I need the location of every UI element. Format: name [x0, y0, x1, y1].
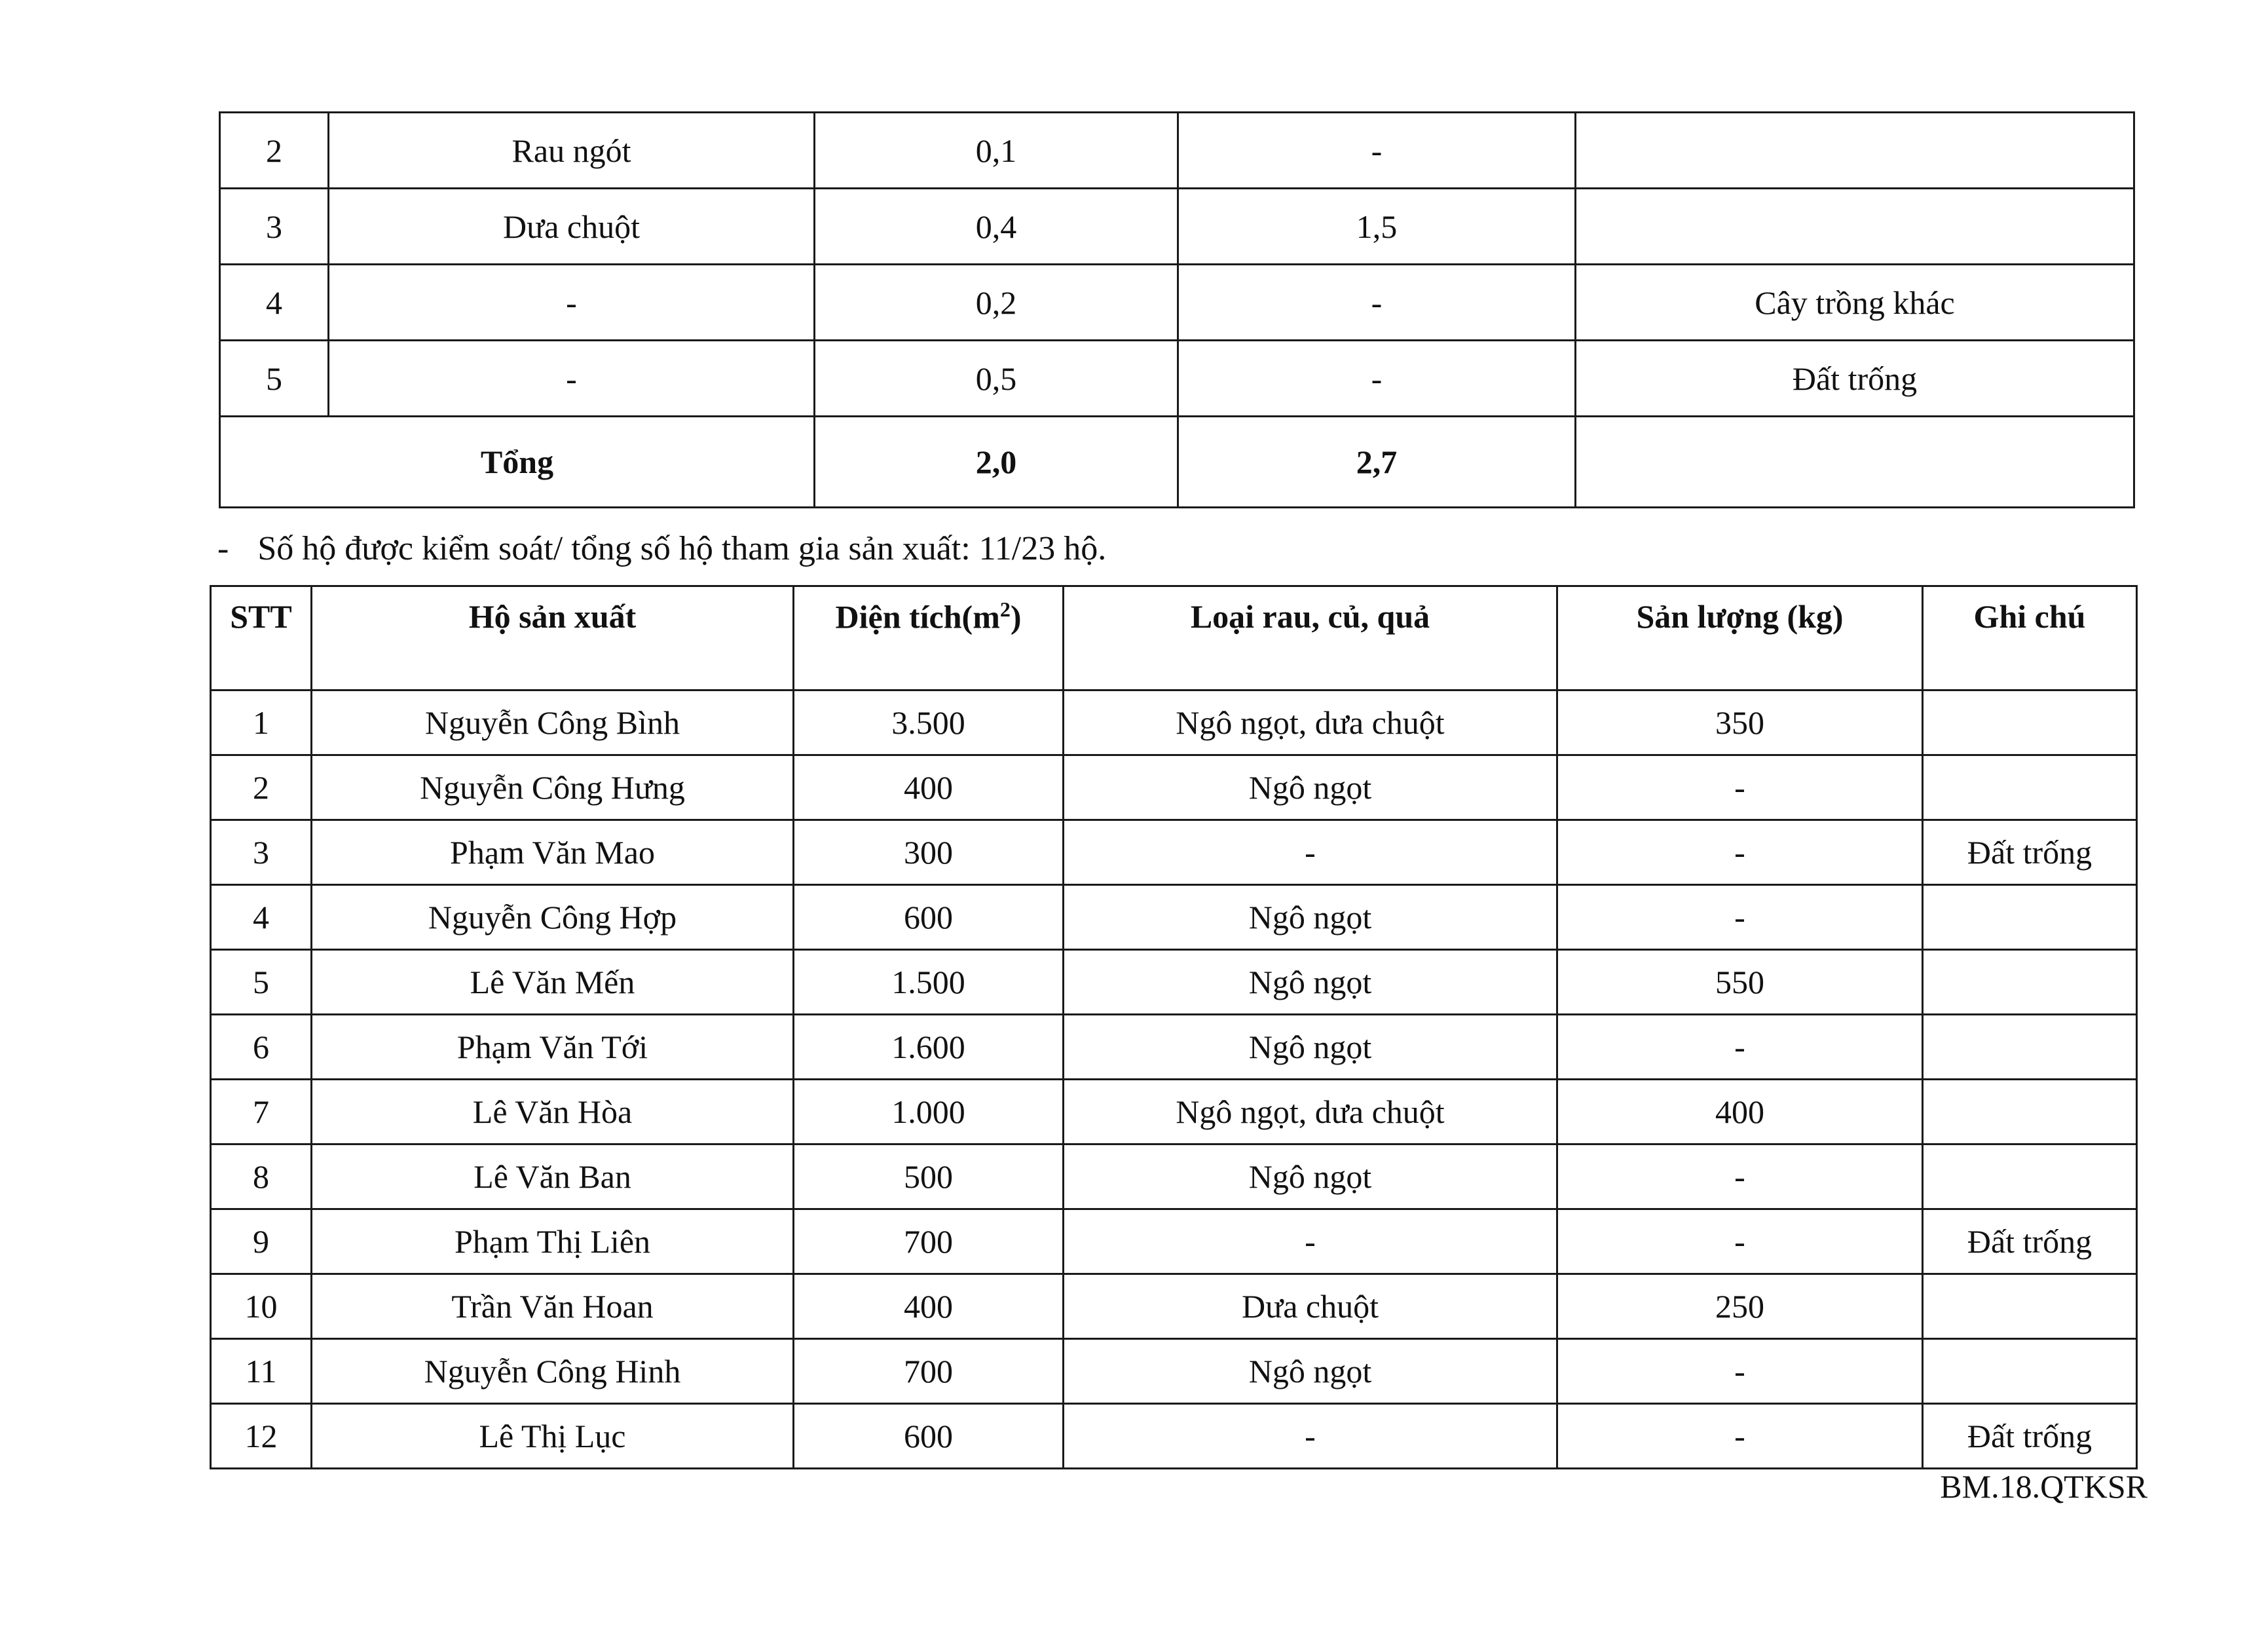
table-row	[211, 950, 2137, 1015]
cell-stt: 2	[220, 113, 329, 189]
cell-crop: Ngô ngọt	[1064, 1144, 1557, 1209]
total-area: 2,0	[815, 417, 1178, 508]
cell-output: -	[1178, 265, 1576, 341]
cell-household: Nguyễn Công Bình	[312, 690, 794, 755]
header-area-suffix: )	[1010, 598, 1022, 635]
document-code: BM.18.QTKSR	[1940, 1468, 2147, 1505]
cell-yield: 550	[1557, 950, 1923, 1015]
cell-yield: -	[1557, 1209, 1923, 1274]
cell-area: 0,1	[815, 113, 1178, 189]
cell-note: Cây trồng khác	[1576, 265, 2134, 341]
header-area-prefix: Diện tích(m	[835, 598, 1000, 635]
cell-stt: 3	[220, 189, 329, 265]
cell-crop: Ngô ngọt	[1064, 1339, 1557, 1404]
table-row	[211, 1209, 2137, 1274]
cell-yield: -	[1557, 755, 1923, 820]
cell-area: 0,5	[815, 341, 1178, 417]
header-household: Hộ sản xuất	[312, 586, 794, 690]
table-row	[220, 189, 2134, 265]
table-row	[211, 1080, 2137, 1144]
cell-stt: 2	[211, 755, 312, 820]
cell-note: Đất trống	[1923, 1209, 2137, 1274]
cell-household: Phạm Văn Mao	[312, 820, 794, 885]
cell-yield: -	[1557, 1015, 1923, 1080]
cell-stt: 1	[211, 690, 312, 755]
cell-name: Rau ngót	[329, 113, 815, 189]
cell-crop: Ngô ngọt, dưa chuột	[1064, 1080, 1557, 1144]
cell-crop: Dưa chuột	[1064, 1274, 1557, 1339]
cell-household: Lê Thị Lục	[312, 1404, 794, 1469]
cell-note	[1923, 755, 2137, 820]
header-note: Ghi chú	[1923, 586, 2137, 690]
cell-crop: Ngô ngọt	[1064, 755, 1557, 820]
cell-note	[1923, 885, 2137, 950]
cell-household: Lê Văn Hòa	[312, 1080, 794, 1144]
table-row	[220, 113, 2134, 189]
total-output: 2,7	[1178, 417, 1576, 508]
cell-crop: -	[1064, 1404, 1557, 1469]
cell-note	[1576, 189, 2134, 265]
cell-stt: 10	[211, 1274, 312, 1339]
household-table-header	[211, 586, 2137, 690]
table-row	[211, 755, 2137, 820]
table-row	[211, 1144, 2137, 1209]
cell-household: Nguyễn Công Hinh	[312, 1339, 794, 1404]
household-table-body	[211, 690, 2137, 1469]
cell-output: 1,5	[1178, 189, 1576, 265]
cell-name: -	[329, 265, 815, 341]
cell-yield: -	[1557, 1339, 1923, 1404]
cell-note	[1923, 950, 2137, 1015]
cell-yield: 400	[1557, 1080, 1923, 1144]
summary-bullet: -	[217, 530, 229, 567]
cell-note: Đất trống	[1923, 820, 2137, 885]
table-row	[211, 1015, 2137, 1080]
cell-stt: 8	[211, 1144, 312, 1209]
cell-stt: 6	[211, 1015, 312, 1080]
crop-area-table-body	[220, 113, 2134, 508]
cell-crop: -	[1064, 1209, 1557, 1274]
cell-note	[1923, 1274, 2137, 1339]
cell-note	[1576, 113, 2134, 189]
cell-area: 600	[794, 1404, 1064, 1469]
cell-name: Dưa chuột	[329, 189, 815, 265]
cell-name: -	[329, 341, 815, 417]
header-area-sup: 2	[999, 597, 1011, 621]
cell-output: -	[1178, 113, 1576, 189]
table-row	[211, 885, 2137, 950]
cell-yield: -	[1557, 885, 1923, 950]
cell-area: 3.500	[794, 690, 1064, 755]
cell-household: Lê Văn Mến	[312, 950, 794, 1015]
cell-note	[1923, 690, 2137, 755]
cell-household: Phạm Thị Liên	[312, 1209, 794, 1274]
cell-yield: -	[1557, 820, 1923, 885]
cell-area: 0,2	[815, 265, 1178, 341]
cell-crop: Ngô ngọt	[1064, 1015, 1557, 1080]
cell-note: Đất trống	[1576, 341, 2134, 417]
cell-household: Nguyễn Công Hưng	[312, 755, 794, 820]
cell-area: 300	[794, 820, 1064, 885]
cell-household: Nguyễn Công Hợp	[312, 885, 794, 950]
table-row	[211, 1404, 2137, 1469]
header-crop: Loại rau, củ, quả	[1064, 586, 1557, 690]
cell-area: 500	[794, 1144, 1064, 1209]
cell-stt: 5	[211, 950, 312, 1015]
cell-yield: 350	[1557, 690, 1923, 755]
cell-note	[1923, 1080, 2137, 1144]
cell-household: Trần Văn Hoan	[312, 1274, 794, 1339]
total-label: Tổng	[220, 417, 815, 508]
total-row	[220, 417, 2134, 508]
cell-household: Phạm Văn Tới	[312, 1015, 794, 1080]
cell-crop: Ngô ngọt	[1064, 885, 1557, 950]
summary-text: Số hộ được kiểm soát/ tổng số hộ tham gia sản xuất: 11/23 hộ.	[257, 530, 1107, 567]
cell-stt: 11	[211, 1339, 312, 1404]
cell-note	[1923, 1144, 2137, 1209]
crop-area-table	[219, 111, 2135, 508]
cell-stt: 4	[220, 265, 329, 341]
cell-note: Đất trống	[1923, 1404, 2137, 1469]
household-table	[210, 585, 2138, 1469]
cell-stt: 5	[220, 341, 329, 417]
table-row	[211, 1339, 2137, 1404]
cell-stt: 9	[211, 1209, 312, 1274]
cell-yield: -	[1557, 1144, 1923, 1209]
cell-yield: -	[1557, 1404, 1923, 1469]
cell-area: 600	[794, 885, 1064, 950]
cell-area: 1.500	[794, 950, 1064, 1015]
cell-crop: Ngô ngọt	[1064, 950, 1557, 1015]
table-row	[211, 690, 2137, 755]
cell-area: 700	[794, 1339, 1064, 1404]
table-row	[211, 1274, 2137, 1339]
cell-output: -	[1178, 341, 1576, 417]
cell-stt: 7	[211, 1080, 312, 1144]
header-stt: STT	[211, 586, 312, 690]
table-row	[211, 820, 2137, 885]
cell-area: 0,4	[815, 189, 1178, 265]
cell-stt: 4	[211, 885, 312, 950]
cell-area: 400	[794, 755, 1064, 820]
cell-note	[1923, 1339, 2137, 1404]
cell-area: 1.000	[794, 1080, 1064, 1144]
cell-stt: 3	[211, 820, 312, 885]
cell-note	[1923, 1015, 2137, 1080]
table-row	[220, 341, 2134, 417]
cell-crop: Ngô ngọt, dưa chuột	[1064, 690, 1557, 755]
cell-household: Lê Văn Ban	[312, 1144, 794, 1209]
total-note	[1576, 417, 2134, 508]
cell-area: 400	[794, 1274, 1064, 1339]
cell-area: 1.600	[794, 1015, 1064, 1080]
cell-yield: 250	[1557, 1274, 1923, 1339]
header-yield: Sản lượng (kg)	[1557, 586, 1923, 690]
cell-crop: -	[1064, 820, 1557, 885]
cell-stt: 12	[211, 1404, 312, 1469]
household-summary	[217, 529, 1106, 568]
table-row	[220, 265, 2134, 341]
cell-area: 700	[794, 1209, 1064, 1274]
header-area	[794, 586, 1064, 690]
